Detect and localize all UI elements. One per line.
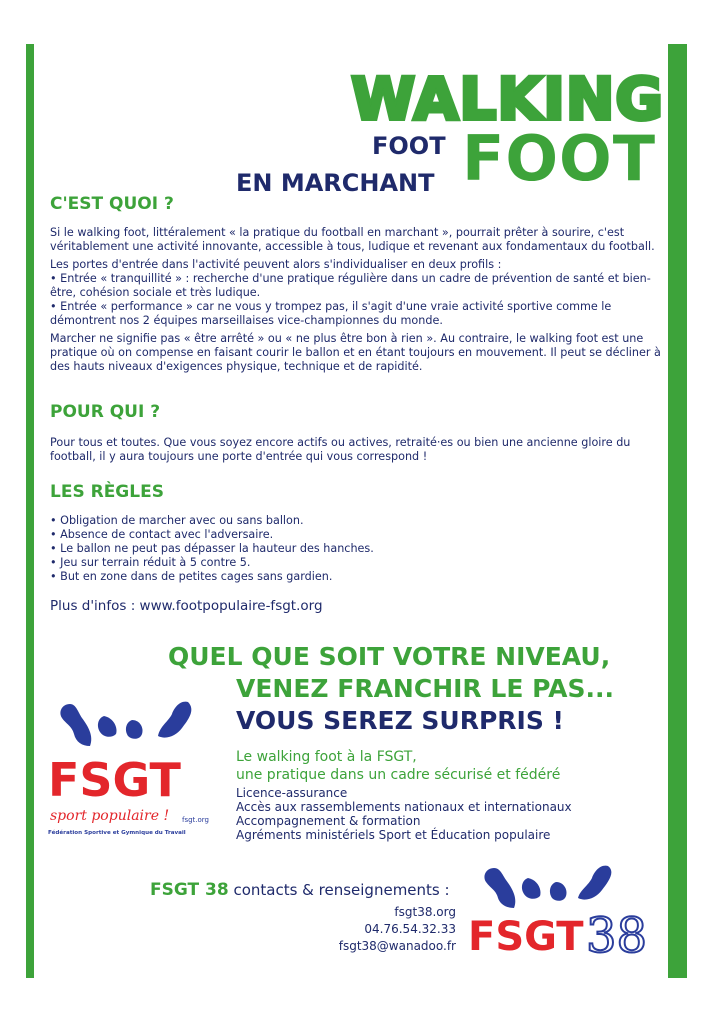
logo-site: fsgt.org — [182, 816, 210, 824]
rule-item: • Jeu sur terrain réduit à 5 contre 5. — [50, 556, 251, 569]
logo-federation: Fédération Sportive et Gymnique du Travail — [48, 830, 186, 836]
benefit-item: Licence-assurance — [236, 786, 348, 800]
rule-item: • But en zone dans de petites cages sans gardien. — [50, 570, 333, 583]
rules-list — [50, 514, 662, 584]
right-green-bar — [668, 44, 687, 978]
title-foot-small: FOOT — [372, 132, 446, 160]
benefit-item: Agréments ministériels Sport et Éducation populaire — [236, 828, 551, 842]
benefit-item: Accompagnement & formation — [236, 814, 421, 828]
left-green-bar — [26, 44, 34, 978]
section-pour-qui — [50, 436, 662, 468]
heading-cest-quoi: C'EST QUOI ? — [50, 194, 174, 214]
contact-site[interactable]: fsgt38.org — [394, 905, 456, 919]
heading-pour-qui: POUR QUI ? — [50, 402, 161, 422]
paragraph: Si le walking foot, littéralement « la pratique du football en marchant », pourrait prêter à sourire, c'est véritablement une activité innovante, accessible à tous, ludique et revenant aux fondamentaux du football. — [50, 226, 655, 253]
fsgt-green-line-1: Le walking foot à la FSGT, — [236, 749, 417, 765]
logo-tagline: sport populaire ! — [50, 808, 170, 824]
paragraph: Pour tous et toutes. Que vous soyez encore actifs ou actives, retraité·es ou bien une ancienne gloire du football, il y aura toujours une porte d'entrée qui vous correspond ! — [50, 436, 631, 463]
section-cest-quoi — [50, 226, 662, 378]
benefit-item: Accès aux rassemblements nationaux et internationaux — [236, 800, 572, 814]
contact-details — [339, 904, 456, 955]
fsgt-green-line-2: une pratique dans un cadre sécurisé et fédéré — [236, 767, 561, 783]
slogan-line-1: QUEL QUE SOIT VOTRE NIVEAU, — [168, 642, 611, 671]
contact-email[interactable]: fsgt38@wanadoo.fr — [338, 939, 456, 953]
slogan-line-3: VOUS SEREZ SURPRIS ! — [236, 706, 564, 735]
title-walking: WALKING — [351, 65, 664, 133]
rule-item: • Absence de contact avec l'adversaire. — [50, 528, 274, 541]
slogan-line-2: VENEZ FRANCHIR LE PAS... — [236, 674, 614, 703]
fsgt-logo — [48, 696, 218, 846]
title-foot-big: FOOT — [462, 122, 657, 195]
paragraph: Marcher ne signifie pas « être arrêté » ou « ne plus être bon à rien ». Au contraire, le walking foot est une pratique où on compense en faisant courir le ballon et en étant toujours en mouvement. Il peut se décliner à des hauts niveaux d'exigences physique, technique et de rapidité. — [50, 332, 661, 373]
logo2-number: 38 — [586, 908, 648, 962]
logo2-fsgt-text: FSGT — [468, 914, 584, 960]
bullet-performance: • Entrée « performance » car ne vous y trompez pas, il s'agit d'une vraie activité sportive comme le démontrent nos 2 équipes marseillaises vice-championnes du monde. — [50, 300, 612, 327]
logo-fsgt-text: FSGT — [48, 753, 181, 807]
paragraph: Les portes d'entrée dans l'activité peuvent alors s'individualiser en deux profils : — [50, 258, 502, 271]
fsgt38-logo — [468, 862, 654, 962]
contact-org: FSGT 38 — [150, 880, 229, 900]
more-info-link[interactable]: Plus d'infos : www.footpopulaire-fsgt.org — [50, 598, 323, 614]
contact-label: contacts & renseignements : — [233, 881, 450, 899]
title-en-marchant: EN MARCHANT — [236, 169, 435, 197]
contact-heading — [150, 880, 450, 900]
contact-phone[interactable]: 04.76.54.32.33 — [364, 922, 456, 936]
rule-item: • Obligation de marcher avec ou sans ballon. — [50, 514, 304, 527]
fsgt-benefits — [236, 748, 656, 842]
heading-les-regles: LES RÈGLES — [50, 482, 164, 502]
rule-item: • Le ballon ne peut pas dépasser la hauteur des hanches. — [50, 542, 374, 555]
bullet-tranquillite: • Entrée « tranquillité » : recherche d'une pratique régulière dans un cadre de prévention de santé et bien-être, cohésion sociale et très ludique. — [50, 272, 651, 299]
